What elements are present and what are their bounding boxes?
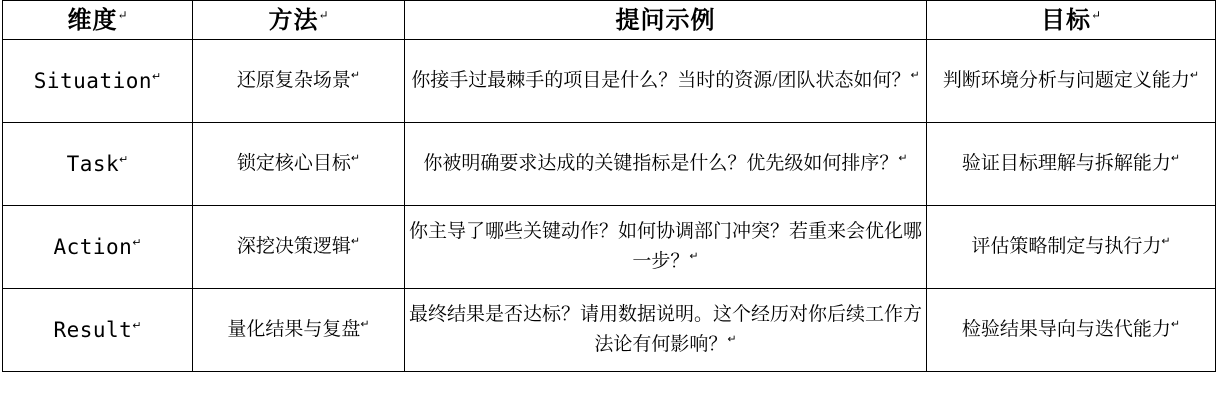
paragraph-mark-icon: ↵ <box>1090 7 1102 22</box>
question-text: 你接手过最棘手的项目是什么？当时的资源/团队状态如何？ <box>411 69 911 91</box>
header-cell-dimension <box>3 1 193 40</box>
paragraph-mark-icon: ↵ <box>350 69 361 82</box>
dimension-label: Situation <box>33 69 153 93</box>
cell-goal <box>927 289 1216 372</box>
paragraph-mark-icon: ↵ <box>318 7 329 22</box>
paragraph-mark-icon: ↵ <box>898 152 908 165</box>
table-row <box>3 40 1216 123</box>
paragraph-mark-icon: ↵ <box>132 320 142 332</box>
header-label-question-example: 提问示例 <box>615 4 716 34</box>
cell-dimension <box>3 123 193 206</box>
header-label-goal: 目标 <box>1040 4 1091 34</box>
dimension-label: Action <box>53 235 133 259</box>
cell-goal <box>927 206 1216 289</box>
method-text: 量化结果与复盘 <box>227 319 361 341</box>
paragraph-mark-icon: ↵ <box>119 154 129 166</box>
cell-method <box>193 206 405 289</box>
cell-question-example <box>405 206 927 289</box>
header-cell-method <box>193 1 405 40</box>
paragraph-mark-icon: ↵ <box>689 250 699 263</box>
cell-dimension <box>3 40 193 123</box>
dimension-label: Result <box>53 318 133 342</box>
table-row <box>3 289 1216 372</box>
dimension-label: Task <box>66 152 120 176</box>
paragraph-mark-icon: ↵ <box>1161 235 1171 248</box>
paragraph-mark-icon: ↵ <box>152 71 162 83</box>
paragraph-mark-icon: ↵ <box>1170 318 1181 331</box>
paragraph-mark-icon: ↵ <box>350 152 361 165</box>
method-text: 锁定核心目标 <box>236 153 351 175</box>
goal-text: 验证目标理解与拆解能力 <box>961 153 1171 175</box>
paragraph-mark-icon: ↵ <box>350 235 361 248</box>
paragraph-mark-icon: ↵ <box>117 7 128 22</box>
cell-dimension <box>3 206 193 289</box>
paragraph-mark-icon: ↵ <box>727 333 737 346</box>
cell-question-example <box>405 40 927 123</box>
cell-method <box>193 123 405 206</box>
method-text: 深挖决策逻辑 <box>236 236 351 258</box>
table-row <box>3 206 1216 289</box>
cell-question-example <box>405 289 927 372</box>
goal-text: 检验结果导向与迭代能力 <box>961 319 1171 341</box>
cell-question-example <box>405 123 927 206</box>
cell-goal <box>927 40 1216 123</box>
method-text: 还原复杂场景 <box>236 70 351 92</box>
table-header-row <box>3 1 1216 40</box>
paragraph-mark-icon: ↵ <box>910 69 920 82</box>
cell-dimension <box>3 289 193 372</box>
star-interview-table <box>2 0 1216 372</box>
table-row <box>3 123 1216 206</box>
question-text: 最终结果是否达标？请用数据说明。这个经历对你后续工作方法论有何影响？ <box>408 303 922 355</box>
question-text: 你主导了哪些关键动作？如何协调部门冲突？若重来会优化哪一步？ <box>408 220 922 272</box>
goal-text: 判断环境分析与问题定义能力 <box>942 70 1190 92</box>
cell-method <box>193 289 405 372</box>
paragraph-mark-icon: ↵ <box>360 318 370 331</box>
paragraph-mark-icon: ↵ <box>1189 69 1200 82</box>
cell-goal <box>927 123 1216 206</box>
paragraph-mark-icon: ↵ <box>132 237 142 249</box>
header-cell-question-example <box>405 1 927 40</box>
paragraph-mark-icon: ↵ <box>1170 152 1181 165</box>
question-text: 你被明确要求达成的关键指标是什么？优先级如何排序？ <box>423 152 899 174</box>
header-label-method: 方法 <box>268 4 319 34</box>
header-label-dimension: 维度 <box>67 4 118 34</box>
cell-method <box>193 40 405 123</box>
goal-text: 评估策略制定与执行力 <box>971 236 1162 258</box>
header-cell-goal <box>927 1 1216 40</box>
